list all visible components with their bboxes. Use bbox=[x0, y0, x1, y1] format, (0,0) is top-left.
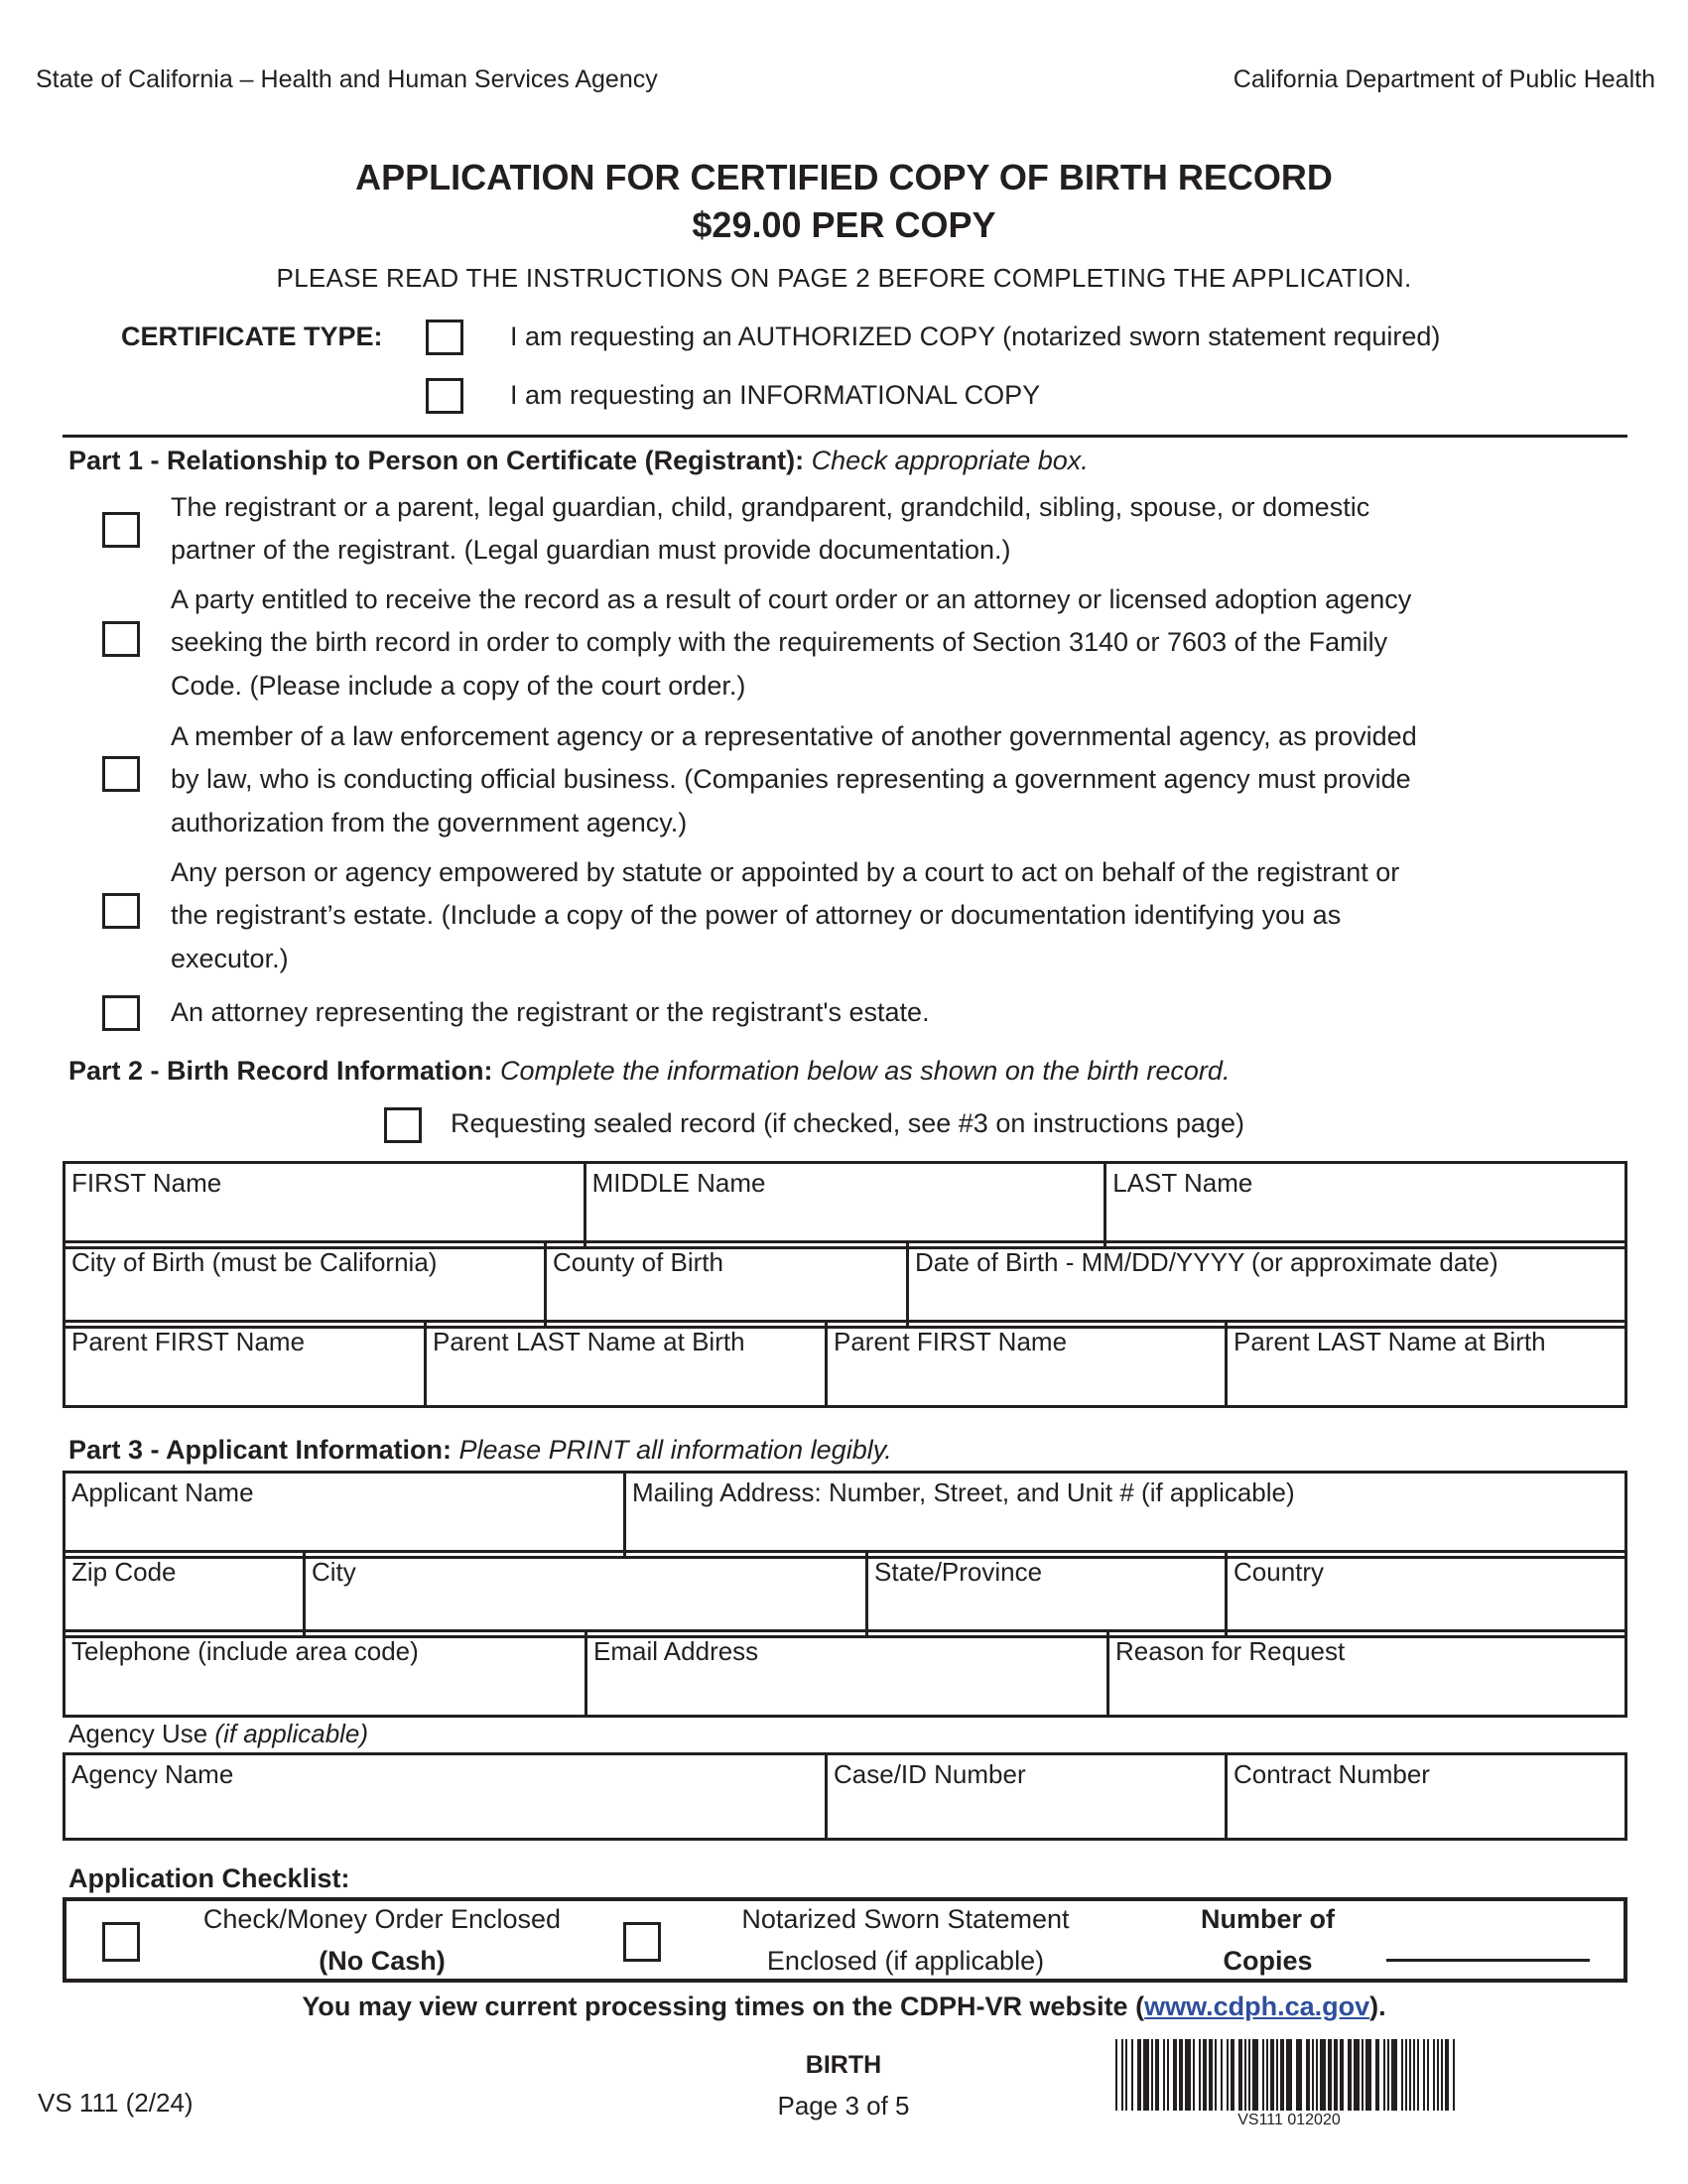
part3-title: Part 3 - Applicant Information: bbox=[68, 1435, 453, 1465]
part1-title: Part 1 - Relationship to Person on Certificate (Registrant): bbox=[68, 446, 805, 475]
parent1-last-name-field[interactable]: Parent LAST Name at Birth bbox=[426, 1322, 827, 1407]
email-field[interactable]: Email Address bbox=[586, 1631, 1108, 1717]
birth-record-table bbox=[63, 1161, 1627, 1249]
check-money-order-checkbox[interactable] bbox=[102, 1922, 140, 1962]
form-price: $29.00 PER COPY bbox=[692, 204, 996, 245]
number-of-copies-input[interactable] bbox=[1386, 1959, 1590, 1962]
processing-times-suffix: ). bbox=[1369, 1991, 1386, 2021]
part2-title: Part 2 - Birth Record Information: bbox=[68, 1056, 493, 1086]
state-province-field[interactable]: State/Province bbox=[867, 1552, 1227, 1637]
relationship-option-text: A party entitled to receive the record as a result of court order or an attorney or licensed adoption agency bbox=[171, 584, 1412, 614]
parent2-first-name-field[interactable]: Parent FIRST Name bbox=[827, 1322, 1227, 1407]
relationship-option-text: the registrant’s estate. (Include a copy of the power of attorney or documentation identifying you as bbox=[171, 900, 1342, 930]
number-of-copies-line1: Number of bbox=[1201, 1904, 1335, 1934]
cdph-website-link[interactable]: www.cdph.ca.gov bbox=[1144, 1991, 1370, 2021]
mailing-address-field[interactable]: Mailing Address: Number, Street, and Unit # (if applicable) bbox=[625, 1473, 1626, 1558]
agency-use-label bbox=[68, 1719, 368, 1749]
notarized-statement-checkbox[interactable] bbox=[623, 1922, 661, 1962]
birth-place-table bbox=[63, 1240, 1627, 1329]
reason-field[interactable]: Reason for Request bbox=[1108, 1631, 1626, 1717]
relationship-option-text: The registrant or a parent, legal guardian, child, grandparent, grandchild, sibling, spouse, or domestic bbox=[171, 492, 1370, 522]
contract-number-field[interactable]: Contract Number bbox=[1227, 1754, 1626, 1840]
agency-name-field[interactable]: Agency Name bbox=[65, 1754, 827, 1840]
country-field[interactable]: Country bbox=[1227, 1552, 1626, 1637]
case-id-field[interactable]: Case/ID Number bbox=[827, 1754, 1227, 1840]
relationship-option-text: Code. (Please include a copy of the court order.) bbox=[171, 671, 746, 701]
check-money-order-line2: (No Cash) bbox=[319, 1946, 446, 1976]
form-section: BIRTH bbox=[805, 2051, 882, 2079]
middle-name-field[interactable]: MIDDLE Name bbox=[584, 1163, 1105, 1248]
divider bbox=[63, 435, 1627, 438]
processing-times-text: You may view current processing times on the CDPH-VR website ( bbox=[302, 1991, 1145, 2021]
relationship-empowered-checkbox[interactable] bbox=[102, 893, 140, 929]
agency-header: State of California – Health and Human Services Agency bbox=[36, 65, 658, 93]
barcode-text: VS111 012020 bbox=[1237, 2112, 1341, 2128]
zip-code-field[interactable]: Zip Code bbox=[65, 1552, 305, 1637]
page-number: Page 3 of 5 bbox=[777, 2091, 910, 2120]
checklist-heading: Application Checklist: bbox=[68, 1863, 350, 1893]
number-of-copies-label bbox=[1151, 1898, 1384, 1982]
check-money-order-line1: Check/Money Order Enclosed bbox=[202, 1904, 562, 1934]
relationship-option-text: An attorney representing the registrant or the registrant's estate. bbox=[171, 997, 930, 1027]
part2-note: Complete the information below as shown on the birth record. bbox=[500, 1056, 1231, 1086]
relationship-option-text: authorization from the government agency.) bbox=[171, 808, 688, 837]
informational-copy-label: I am requesting an INFORMATIONAL COPY bbox=[510, 380, 1041, 410]
instructions-note: PLEASE READ THE INSTRUCTIONS ON PAGE 2 BEFORE COMPLETING THE APPLICATION. bbox=[276, 263, 1412, 293]
city-of-birth-field[interactable]: City of Birth (must be California) bbox=[65, 1242, 546, 1328]
agency-use-title: Agency Use bbox=[68, 1719, 208, 1748]
relationship-option-text: Any person or agency empowered by statute or appointed by a court to act on behalf of the registrant or bbox=[171, 857, 1400, 887]
agency-use-note: (if applicable) bbox=[214, 1719, 369, 1748]
sealed-record-checkbox[interactable] bbox=[384, 1107, 422, 1143]
applicant-name-field[interactable]: Applicant Name bbox=[65, 1473, 625, 1558]
applicant-name-table bbox=[63, 1471, 1627, 1559]
part1-note: Check appropriate box. bbox=[811, 446, 1089, 475]
informational-copy-checkbox[interactable] bbox=[426, 378, 463, 414]
relationship-law-enforcement-checkbox[interactable] bbox=[102, 756, 140, 792]
relationship-option-text: executor.) bbox=[171, 944, 289, 973]
number-of-copies-line2: Copies bbox=[1223, 1946, 1313, 1976]
relationship-option-text: A member of a law enforcement agency or a representative of another governmental agency, as provided bbox=[171, 721, 1417, 751]
check-money-order-label bbox=[169, 1898, 595, 1982]
part1-heading bbox=[68, 446, 1089, 476]
part2-heading bbox=[68, 1056, 1230, 1087]
telephone-field[interactable]: Telephone (include area code) bbox=[65, 1631, 586, 1717]
relationship-attorney-checkbox[interactable] bbox=[102, 995, 140, 1031]
county-of-birth-field[interactable]: County of Birth bbox=[546, 1242, 908, 1328]
first-name-field[interactable]: FIRST Name bbox=[65, 1163, 585, 1248]
certificate-type-label: CERTIFICATE TYPE: bbox=[121, 321, 383, 351]
barcode-icon bbox=[1115, 2039, 1463, 2111]
processing-times-note bbox=[0, 1991, 1688, 2022]
department-header: California Department of Public Health bbox=[1233, 65, 1655, 93]
authorized-copy-label: I am requesting an AUTHORIZED COPY (notarized sworn statement required) bbox=[510, 321, 1441, 351]
relationship-option-text: by law, who is conducting official business. (Companies representing a government agency must provide bbox=[171, 764, 1411, 794]
form-title: APPLICATION FOR CERTIFIED COPY OF BIRTH RECORD bbox=[355, 157, 1333, 197]
notarized-statement-line1: Notarized Sworn Statement bbox=[741, 1904, 1070, 1934]
notarized-statement-line2: Enclosed (if applicable) bbox=[766, 1946, 1045, 1976]
applicant-contact-table bbox=[63, 1629, 1627, 1718]
parent2-last-name-field[interactable]: Parent LAST Name at Birth bbox=[1227, 1322, 1626, 1407]
relationship-registrant-checkbox[interactable] bbox=[102, 512, 140, 548]
parents-table bbox=[63, 1320, 1627, 1408]
agency-table bbox=[63, 1752, 1627, 1841]
parent1-first-name-field[interactable]: Parent FIRST Name bbox=[65, 1322, 426, 1407]
applicant-location-table bbox=[63, 1550, 1627, 1638]
city-field[interactable]: City bbox=[305, 1552, 867, 1637]
last-name-field[interactable]: LAST Name bbox=[1105, 1163, 1626, 1248]
relationship-option-text: seeking the birth record in order to comply with the requirements of Section 3140 or 7603 of the Family bbox=[171, 627, 1388, 657]
relationship-option-text: partner of the registrant. (Legal guardian must provide documentation.) bbox=[171, 535, 1011, 565]
authorized-copy-checkbox[interactable] bbox=[426, 320, 463, 355]
part3-heading bbox=[68, 1435, 892, 1466]
relationship-court-order-checkbox[interactable] bbox=[102, 621, 140, 657]
sealed-record-label: Requesting sealed record (if checked, see #3 on instructions page) bbox=[451, 1108, 1244, 1138]
date-of-birth-field[interactable]: Date of Birth - MM/DD/YYYY (or approximate date) bbox=[908, 1242, 1626, 1328]
form-id: VS 111 (2/24) bbox=[38, 2088, 194, 2118]
notarized-statement-label bbox=[695, 1898, 1116, 1982]
part3-note: Please PRINT all information legibly. bbox=[458, 1435, 892, 1465]
